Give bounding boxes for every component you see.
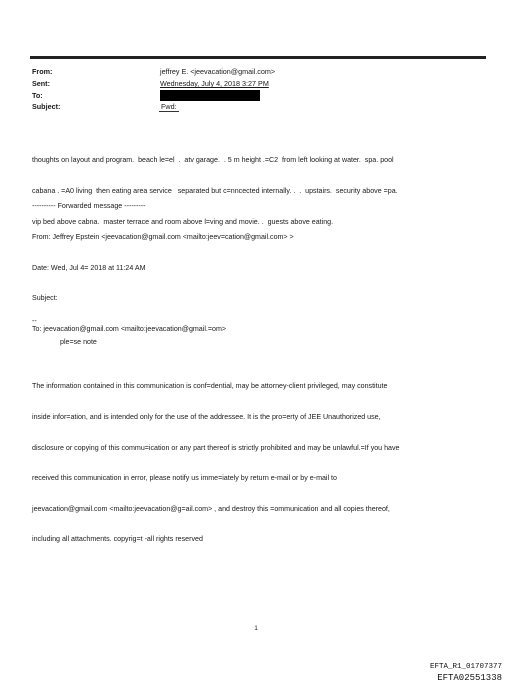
page-number: 1	[254, 625, 258, 632]
disclaimer-text	[32, 361, 488, 565]
disclaimer-line: received this communication in error, please notify us imme=iately by return e-mail or by e-mail to	[32, 474, 337, 483]
subject-label: Subject:	[32, 102, 61, 111]
body-line: cabana . =A0 living then eating area service separated but c=nncected internally. . . upstairs. security above =pa.	[32, 187, 398, 196]
disclaimer-line: jeevacation@gmail.com <mailto:jeevacation@g=ail.com> , and destroy this =ommunication and all copies thereof,	[32, 504, 390, 513]
bates-number-large: EFTA02551338	[437, 673, 502, 683]
sent-value: Wednesday, July 4, 2018 3:27 PM	[160, 79, 269, 88]
from-label: From:	[32, 67, 53, 76]
bates-number-small: EFTA_R1_01707377	[429, 663, 502, 671]
sent-label: Sent:	[32, 79, 50, 88]
forwarded-divider: ---------- Forwarded message ---------	[32, 202, 146, 211]
forwarded-date: Date: Wed, Jul 4= 2018 at 11:24 AM	[32, 263, 146, 272]
header-rule	[30, 56, 486, 59]
disclaimer-line: inside infor=ation, and is intended only for the use of the addressee. It is the pro=erty of JEE Unauthorized use,	[32, 413, 381, 422]
forwarded-subject: Subject:	[32, 294, 58, 303]
forwarded-to: To: jeevacation@gmail.com <mailto:jeevacation@gmail.=om>	[32, 324, 227, 333]
disclaimer-line: disclosure or copying of this commu=ication or any part thereof is strictly prohibited and may be unlawful.=If you have	[32, 443, 400, 452]
body-line: thoughts on layout and program. beach le=el . atv garage. . 5 m height .=C2 from left looking at water. spa. pool	[32, 156, 394, 165]
from-value: jeffrey E. <jeevacation@gmail.com>	[160, 67, 276, 76]
disclaimer-line: The information contained in this communication is conf=dential, may be attorney-client privileged, may constitute	[32, 382, 388, 391]
signature-dashes: --	[32, 317, 37, 325]
redaction-block	[160, 90, 260, 101]
signature-note: ple=se note	[60, 338, 97, 346]
forwarded-block	[32, 181, 488, 354]
forwarded-from: From: Jeffrey Epstein <jeevacation@gmail.com <mailto:jeev=cation@gmail.com> >	[32, 233, 294, 242]
body-line: vip bed above cabna. master terrace and room above l=ving and movie. . guests above eating.	[32, 217, 334, 226]
to-label: To:	[32, 91, 43, 100]
subject-value: Fwd:	[161, 102, 177, 111]
disclaimer-line: including all attachments. copyrig=t -all rights reserved	[32, 535, 203, 544]
